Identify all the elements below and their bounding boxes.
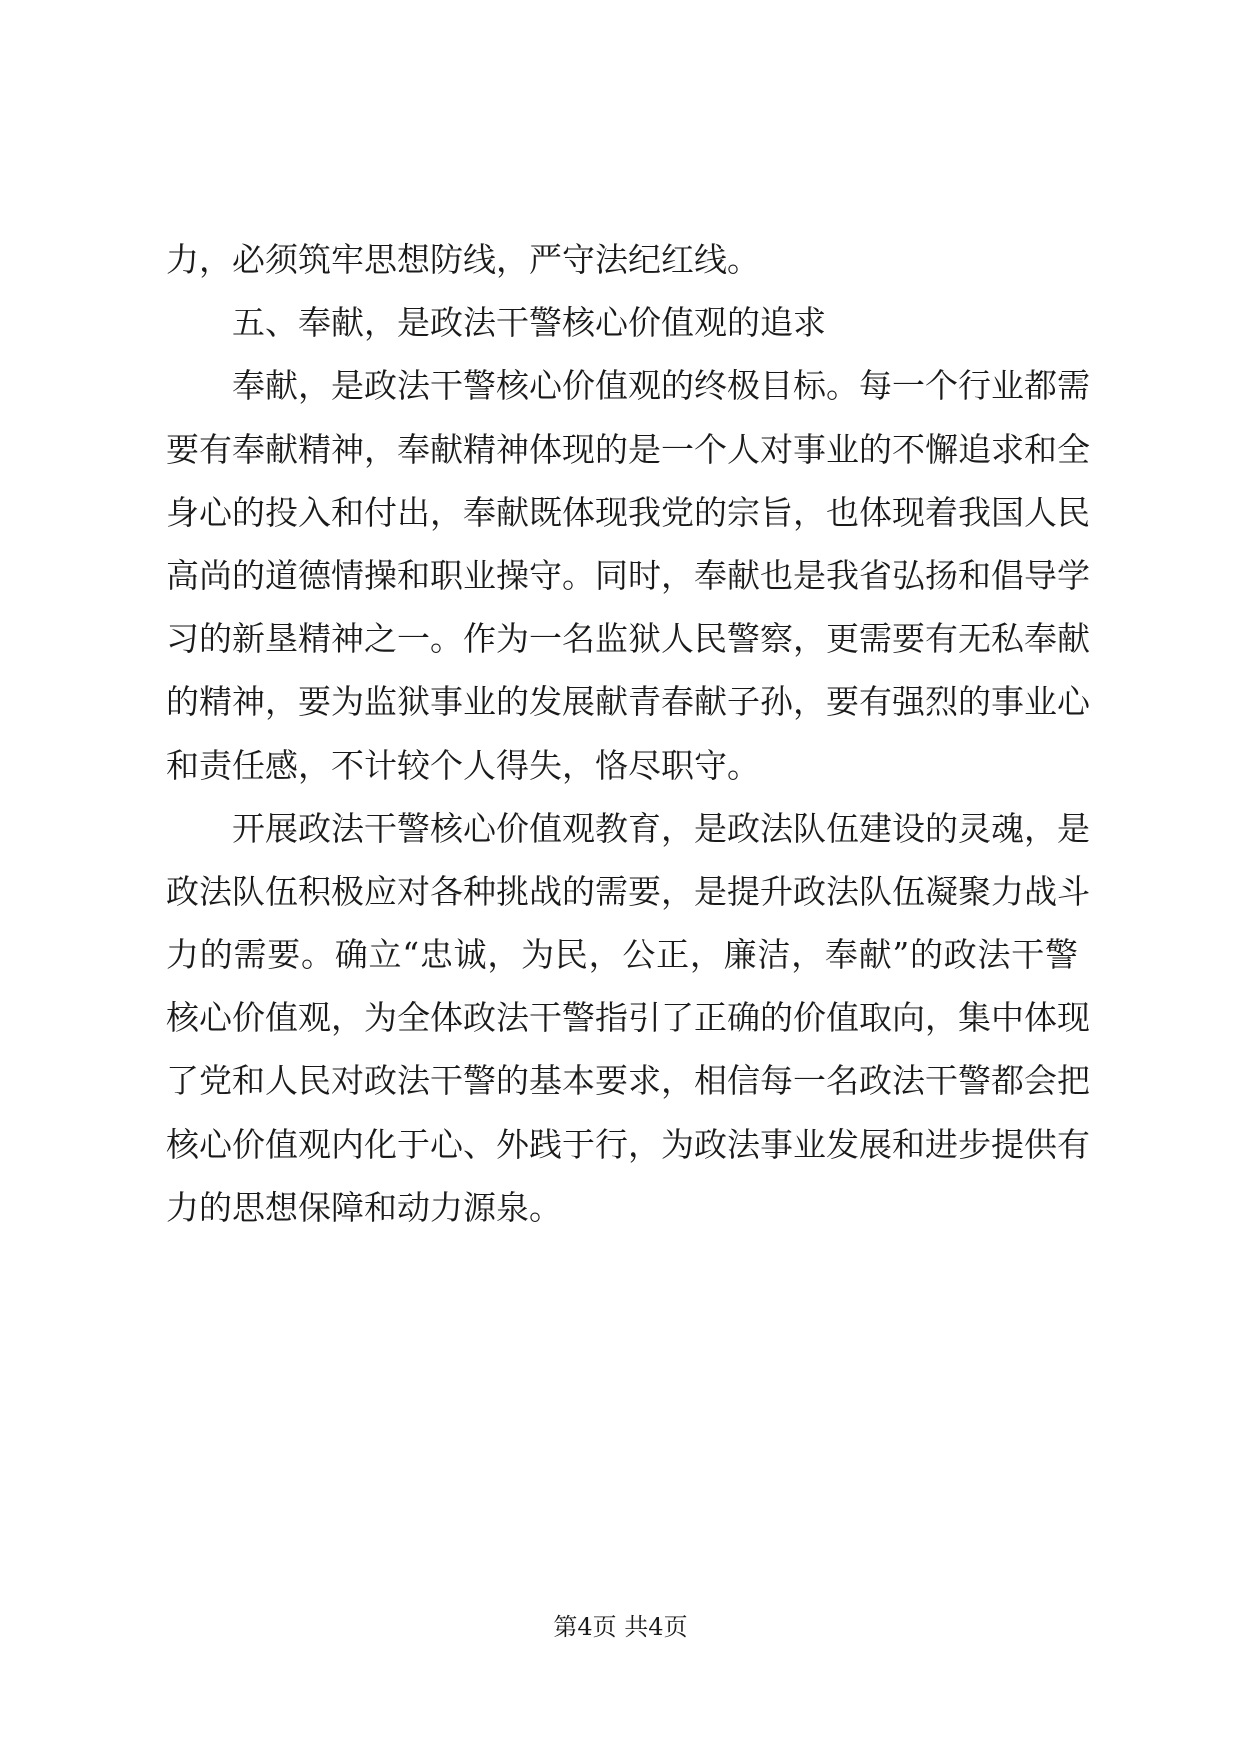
section-heading: 五、奉献，是政法干警核心价值观的追求 xyxy=(232,303,826,343)
paragraph-line: 力，必须筑牢思想防线，严守法纪红线。 xyxy=(166,240,760,279)
paragraph-line: 奉献，是政法干警核心价值观的终极目标。每一个行业都需 xyxy=(232,366,1090,406)
paragraph-line: 开展政法干警核心价值观教育，是政法队伍建设的灵魂，是 xyxy=(232,808,1090,848)
paragraph-line: 要有奉献精神，奉献精神体现的是一个人对事业的不懈追求和全 xyxy=(166,429,1090,469)
document-body xyxy=(166,228,1090,1239)
paragraph-line: 和责任感，不计较个人得失，恪尽职守。 xyxy=(166,745,760,785)
paragraph-line: 力的需要。确立“忠诚，为民，公正，廉洁，奉献”的政法干警 xyxy=(166,935,1078,975)
paragraph-line: 力的思想保障和动力源泉。 xyxy=(166,1187,562,1227)
page-number-footer: 第4页 共4页 xyxy=(553,1613,688,1641)
paragraph-line: 身心的投入和付出，奉献既体现我党的宗旨，也体现着我国人民 xyxy=(166,492,1090,532)
paragraph-line: 政法队伍积极应对各种挑战的需要，是提升政法队伍凝聚力战斗 xyxy=(166,871,1090,911)
paragraph-line: 核心价值观，为全体政法干警指引了正确的价值取向，集中体现 xyxy=(166,998,1090,1038)
paragraph-line: 习的新垦精神之一。作为一名监狱人民警察，更需要有无私奉献 xyxy=(166,619,1090,659)
paragraph-line: 的精神，要为监狱事业的发展献青春献子孙，要有强烈的事业心 xyxy=(166,682,1090,722)
paragraph-line: 核心价值观内化于心、外践于行，为政法事业发展和进步提供有 xyxy=(166,1124,1090,1164)
paragraph-line: 高尚的道德情操和职业操守。同时，奉献也是我省弘扬和倡导学 xyxy=(166,555,1090,595)
paragraph-line: 了党和人民对政法干警的基本要求，相信每一名政法干警都会把 xyxy=(166,1061,1090,1101)
